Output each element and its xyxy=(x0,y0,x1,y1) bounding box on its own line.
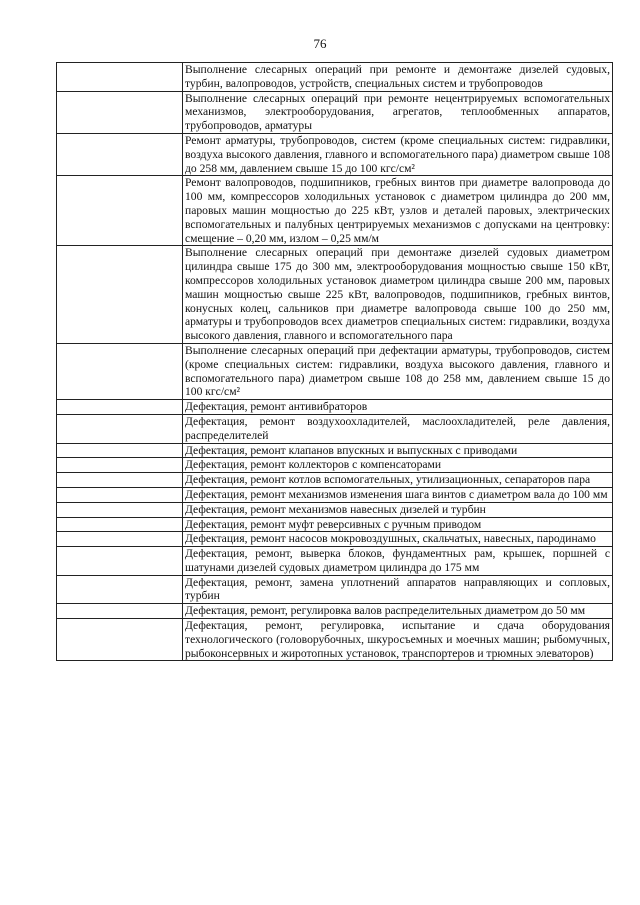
table-row xyxy=(57,63,613,92)
table-row xyxy=(57,575,613,604)
empty-cell xyxy=(57,63,183,92)
work-table xyxy=(56,62,613,661)
work-description-cell: Дефектация, ремонт механизмов навесных дизелей и турбин xyxy=(183,502,613,517)
empty-cell xyxy=(57,246,183,344)
work-description-cell: Ремонт валопроводов, подшипников, гребных винтов при диаметре валопровода до 100 мм, компрессоров холодильных установок с диаметром цилиндра до 200 мм, паровых машин мощностью до 225 кВт, узлов и деталей паровых, электрических вспомогательных и палубных центрируемых механизмов с допусками на центровку: смещение – 0,20 мм, излом – 0,25 мм/м xyxy=(183,176,613,246)
empty-cell xyxy=(57,91,183,133)
work-description-cell: Дефектация, ремонт механизмов изменения шага винтов с диаметром вала до 100 мм xyxy=(183,487,613,502)
empty-cell xyxy=(57,473,183,488)
table-row xyxy=(57,91,613,133)
table-row xyxy=(57,502,613,517)
work-description-cell: Ремонт арматуры, трубопроводов, систем (кроме специальных систем: гидравлики, воздуха высокого давления, главного и вспомогательного пара) диаметром свыше 108 до 258 мм, давлением свыше 15 до 100 кгс/см² xyxy=(183,133,613,175)
table-row xyxy=(57,400,613,415)
work-description-cell: Дефектация, ремонт, регулировка валов распределительных диаметром до 50 мм xyxy=(183,604,613,619)
work-description-cell: Выполнение слесарных операций при ремонте и демонтаже дизелей судовых, турбин, валопроводов, устройств, специальных систем и трубопроводов xyxy=(183,63,613,92)
table-row xyxy=(57,517,613,532)
table-row xyxy=(57,176,613,246)
empty-cell xyxy=(57,176,183,246)
table-row xyxy=(57,532,613,547)
work-description-cell: Дефектация, ремонт котлов вспомогательных, утилизационных, сепараторов пара xyxy=(183,473,613,488)
work-description-cell: Дефектация, ремонт, выверка блоков, фундаментных рам, крышек, поршней с шатунами дизелей судовых диаметром цилиндра до 175 мм xyxy=(183,547,613,576)
table-row xyxy=(57,443,613,458)
empty-cell xyxy=(57,400,183,415)
table-row xyxy=(57,458,613,473)
work-description-cell: Дефектация, ремонт муфт реверсивных с ручным приводом xyxy=(183,517,613,532)
table-row xyxy=(57,133,613,175)
empty-cell xyxy=(57,502,183,517)
empty-cell xyxy=(57,443,183,458)
table-row xyxy=(57,487,613,502)
empty-cell xyxy=(57,458,183,473)
page-number: 76 xyxy=(313,36,327,51)
table-row xyxy=(57,604,613,619)
work-description-cell: Дефектация, ремонт, регулировка, испытание и сдача оборудования технологического (головорубочных, шкуросъемных и моечных машин; рыбомучных, рыбоконсервных и жиротопных установок, транспортеров и трюмных элеваторов) xyxy=(183,619,613,661)
work-description-cell: Дефектация, ремонт клапанов впускных и выпускных с приводами xyxy=(183,443,613,458)
table-row xyxy=(57,547,613,576)
work-description-cell: Выполнение слесарных операций при демонтаже дизелей судовых диаметром цилиндра свыше 175 до 300 мм, электрооборудования мощностью свыше 150 кВт, компрессоров холодильных установок диаметром цилиндра свыше 200 мм, паровых машин мощностью свыше 225 кВт, валопроводов, подшипников, гребных винтов, конусных колец, сальников при диаметре валопровода свыше 100 до 250 мм, арматуры и трубопроводов всех диаметров специальных систем: гидравлики, воздуха высокого давления, главного и вспомогательного пара xyxy=(183,246,613,344)
work-description-cell: Дефектация, ремонт насосов мокровоздушных, скальчатых, навесных, пародинамо xyxy=(183,532,613,547)
work-description-cell: Дефектация, ремонт антивибраторов xyxy=(183,400,613,415)
work-description-cell: Выполнение слесарных операций при ремонте нецентрируемых вспомогательных механизмов, электрооборудования, агрегатов, теплообменных аппаратов, трубопроводов, арматуры xyxy=(183,91,613,133)
empty-cell xyxy=(57,547,183,576)
table-row xyxy=(57,246,613,344)
empty-cell xyxy=(57,517,183,532)
empty-cell xyxy=(57,414,183,443)
empty-cell xyxy=(57,133,183,175)
work-description-cell: Дефектация, ремонт, замена уплотнений аппаратов направляющих и сопловых, турбин xyxy=(183,575,613,604)
table-row xyxy=(57,414,613,443)
table-row xyxy=(57,343,613,399)
table-row xyxy=(57,619,613,661)
work-description-cell: Дефектация, ремонт воздухоохладителей, маслоохладителей, реле давления, распределителей xyxy=(183,414,613,443)
empty-cell xyxy=(57,343,183,399)
empty-cell xyxy=(57,575,183,604)
empty-cell xyxy=(57,532,183,547)
empty-cell xyxy=(57,619,183,661)
empty-cell xyxy=(57,604,183,619)
empty-cell xyxy=(57,487,183,502)
table-row xyxy=(57,473,613,488)
work-description-cell: Дефектация, ремонт коллекторов с компенсаторами xyxy=(183,458,613,473)
work-description-cell: Выполнение слесарных операций при дефектации арматуры, трубопроводов, систем (кроме специальных систем: гидравлики, воздуха высокого давления, главного и вспомогательного пара) диаметром свыше 108 до 258 мм, давлением свыше 15 до 100 кгс/см² xyxy=(183,343,613,399)
